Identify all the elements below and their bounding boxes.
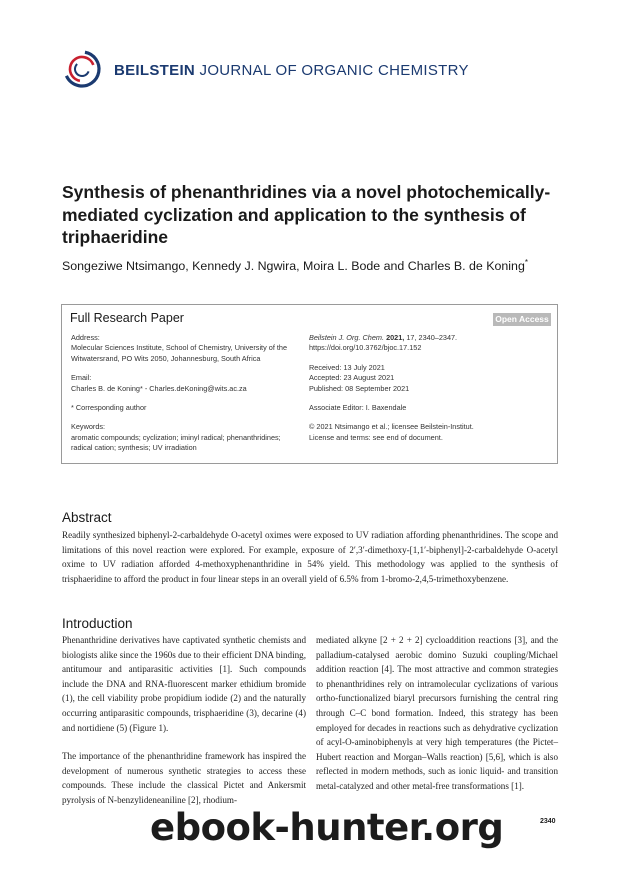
journal-name: BEILSTEIN JOURNAL OF ORGANIC CHEMISTRY (114, 62, 469, 79)
associate-editor: Associate Editor: I. Baxendale (309, 403, 407, 413)
abstract-text: Readily synthesized biphenyl-2-carbaldehyde O-acetyl oximes were exposed to UV radiation affording phenanthridines. The scope and limitations of this novel reaction were explored. For example, exposure of 2′,3′-dimethoxy-[1,1′-biphenyl]-2-carbaldehyde O-acetyl oxime to UV radiation afforded 4-methoxyphenanthridine in 54% yield. This methodology was applied to the synthesis of trisphaeridine to afford the product in four linear steps in an overall yield of 6.5% from 1-bromo-2,4,5-trimethoxybenzene. (62, 530, 558, 584)
citation: Beilstein J. Org. Chem. 2021, 17, 2340–2347. (309, 333, 458, 342)
introduction-heading: Introduction (62, 616, 133, 631)
info-left-column (71, 333, 296, 463)
received-date: Received: 13 July 2021 (309, 362, 385, 372)
license-terms: License and terms: see end of document. (309, 432, 443, 442)
keywords-label: Keywords: (71, 422, 106, 432)
article-type: Full Research Paper (70, 311, 184, 325)
keywords-text: aromatic compounds; cyclization; iminyl radical; phenanthridines; radical cation; synthesis; UV irradiation (71, 432, 281, 453)
email-label: Email: (71, 373, 92, 383)
intro-paragraph-3: mediated alkyne [2 + 2 + 2] cycloaddition reactions [3], and the palladium-catalysed aerobic domino Suzuki coupling/Michael addition reaction [4]. The most attractive and common strategies to phenanthridines rely on intramolecular cyclizations of various ortho-functionalized biaryl precursors furnishing the central ring through C–C bond formation. Indeed, this strategy has been employed for decades in reactions such as dehydrative cyclization of acyl-O-aminobiphenyls at very high temperatures (the Pictet–Hubert reaction and Morgan–Walls reaction) [5,6], which is also reflected in modern methods, such as ionic liquid- and transition metal-catalyzed and other metal-free transformations [1]. (316, 635, 558, 791)
intro-left-column (62, 633, 306, 808)
published-date: Published: 08 September 2021 (309, 383, 410, 393)
doi-link[interactable]: https://doi.org/10.3762/bjoc.17.152 (309, 343, 422, 353)
info-right-column (309, 333, 554, 452)
accepted-date: Accepted: 23 August 2021 (309, 373, 395, 383)
author-list: Songeziwe Ntsimango, Kennedy J. Ngwira, Moira L. Bode and Charles B. de Koning* (62, 258, 528, 274)
watermark: ebook-hunter.org (150, 806, 504, 849)
intro-right-column (316, 633, 558, 794)
address-text: Molecular Sciences Institute, School of Chemistry, University of the Witwatersrand, PO Wits 2050, Johannesburg, South Africa (71, 343, 288, 363)
page-number: 2340 (540, 818, 556, 825)
corresponding-note: * Corresponding author (71, 403, 147, 413)
abstract-heading: Abstract (62, 510, 112, 525)
intro-paragraph-2: The importance of the phenanthridine framework has inspired the development of numerous synthetic strategies to access these compounds. These include the classical Pictet and Ankersmit pyrolysis of N-benzylideneaniline [2], rhodium- (62, 751, 306, 805)
email-link[interactable]: Charles B. de Koning* - Charles.deKoning@wits.ac.za (71, 383, 247, 393)
article-title: Synthesis of phenanthridines via a novel photochemically-mediated cyclization and application to the synthesis of triphaeridine (62, 182, 551, 247)
intro-paragraph-1: Phenanthridine derivatives have captivated synthetic chemists and biologists alike since the 1960s due to their efficient DNA binding, antitumour and antiparasitic activities [1]. Such compounds include the DNA and RNA-fluorescent marker ethidium bromide (1), the cell viability probe propidium iodide (2) and the naturally occurring antiparasitic compounds, trisphaeridine (3), decarine (4) and nortidiene (5) (Figure 1). (62, 635, 306, 733)
address-label: Address: (71, 333, 100, 342)
open-access-badge: Open Access (493, 313, 551, 326)
beilstein-logo-icon (62, 49, 102, 89)
copyright: © 2021 Ntsimango et al.; licensee Beilstein-Institut. (309, 422, 474, 432)
